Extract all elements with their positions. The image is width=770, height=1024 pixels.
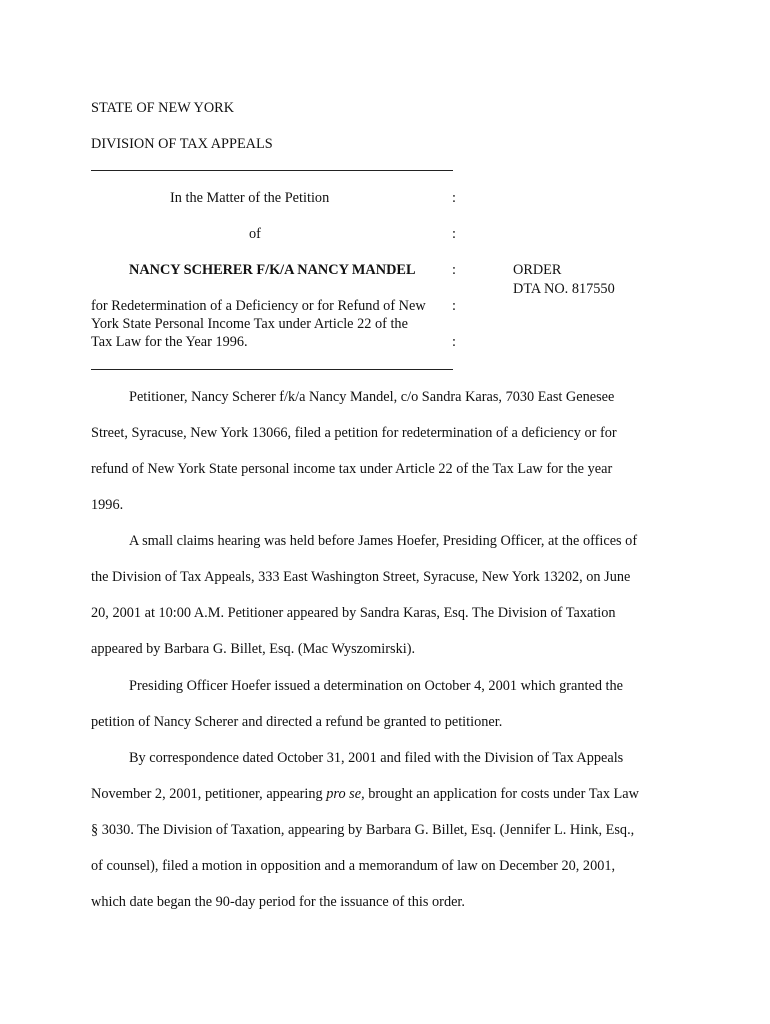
paragraph-4-line-5: which date began the 90-day period for the issuance of this order. bbox=[91, 894, 465, 910]
paragraph-1-line-1: Petitioner, Nancy Scherer f/k/a Nancy Mandel, c/o Sandra Karas, 7030 East Genesee bbox=[129, 389, 615, 405]
paragraph-1-line-3: refund of New York State personal income tax under Article 22 of the Tax Law for the year bbox=[91, 461, 613, 477]
paragraph-2-line-3: 20, 2001 at 10:00 A.M. Petitioner appeared by Sandra Karas, Esq. The Division of Taxation bbox=[91, 605, 616, 621]
paragraph-4-line-2-start: November 2, 2001, petitioner, appearing bbox=[91, 786, 327, 802]
paragraph-4-line-2-end: , brought an application for costs under Tax Law bbox=[361, 786, 639, 802]
order-title: ORDER bbox=[513, 262, 562, 278]
paragraph-2-line-1: A small claims hearing was held before James Hoefer, Presiding Officer, at the offices of bbox=[129, 533, 638, 549]
paragraph-3-line-1: Presiding Officer Hoefer issued a determination on October 4, 2001 which granted the bbox=[129, 678, 624, 694]
caption-colon-5: : bbox=[452, 334, 456, 350]
caption-of: of bbox=[249, 226, 261, 242]
paragraph-4-line-2 bbox=[91, 786, 639, 803]
caption-purpose-line-2: York State Personal Income Tax under Article 22 of the bbox=[91, 316, 408, 332]
paragraph-2-line-4: appeared by Barbara G. Billet, Esq. (Mac Wyszomirski). bbox=[91, 641, 416, 657]
paragraph-4-line-3: § 3030. The Division of Taxation, appearing by Barbara G. Billet, Esq. (Jennifer L. Hink, Esq., bbox=[91, 822, 635, 838]
pro-se-italic: pro se bbox=[326, 786, 362, 802]
caption-top-rule bbox=[91, 170, 453, 171]
paragraph-3-line-2: petition of Nancy Scherer and directed a refund be granted to petitioner. bbox=[91, 714, 503, 730]
paragraph-1-line-4: 1996. bbox=[91, 497, 124, 513]
caption-colon-3: : bbox=[452, 262, 456, 278]
paragraph-2-line-2: the Division of Tax Appeals, 333 East Washington Street, Syracuse, New York 13202, on June bbox=[91, 569, 631, 585]
caption-purpose-line-1: for Redetermination of a Deficiency or for Refund of New bbox=[91, 298, 426, 314]
dta-number: DTA NO. 817550 bbox=[513, 281, 615, 297]
petitioner-name: NANCY SCHERER F/K/A NANCY MANDEL bbox=[129, 262, 416, 278]
caption-bottom-rule bbox=[91, 369, 453, 370]
caption-purpose-line-3: Tax Law for the Year 1996. bbox=[91, 334, 248, 350]
caption-colon-1: : bbox=[452, 190, 456, 206]
paragraph-4-line-4: of counsel), filed a motion in opposition and a memorandum of law on December 20, 2001, bbox=[91, 858, 616, 874]
caption-colon-2: : bbox=[452, 226, 456, 242]
caption-matter: In the Matter of the Petition bbox=[170, 190, 330, 206]
paragraph-4-line-1: By correspondence dated October 31, 2001 and filed with the Division of Tax Appeals bbox=[129, 750, 624, 766]
state-heading: STATE OF NEW YORK bbox=[91, 100, 235, 116]
division-heading: DIVISION OF TAX APPEALS bbox=[91, 136, 273, 152]
paragraph-1-line-2: Street, Syracuse, New York 13066, filed a petition for redetermination of a deficiency or for bbox=[91, 425, 617, 441]
caption-colon-4: : bbox=[452, 298, 456, 314]
